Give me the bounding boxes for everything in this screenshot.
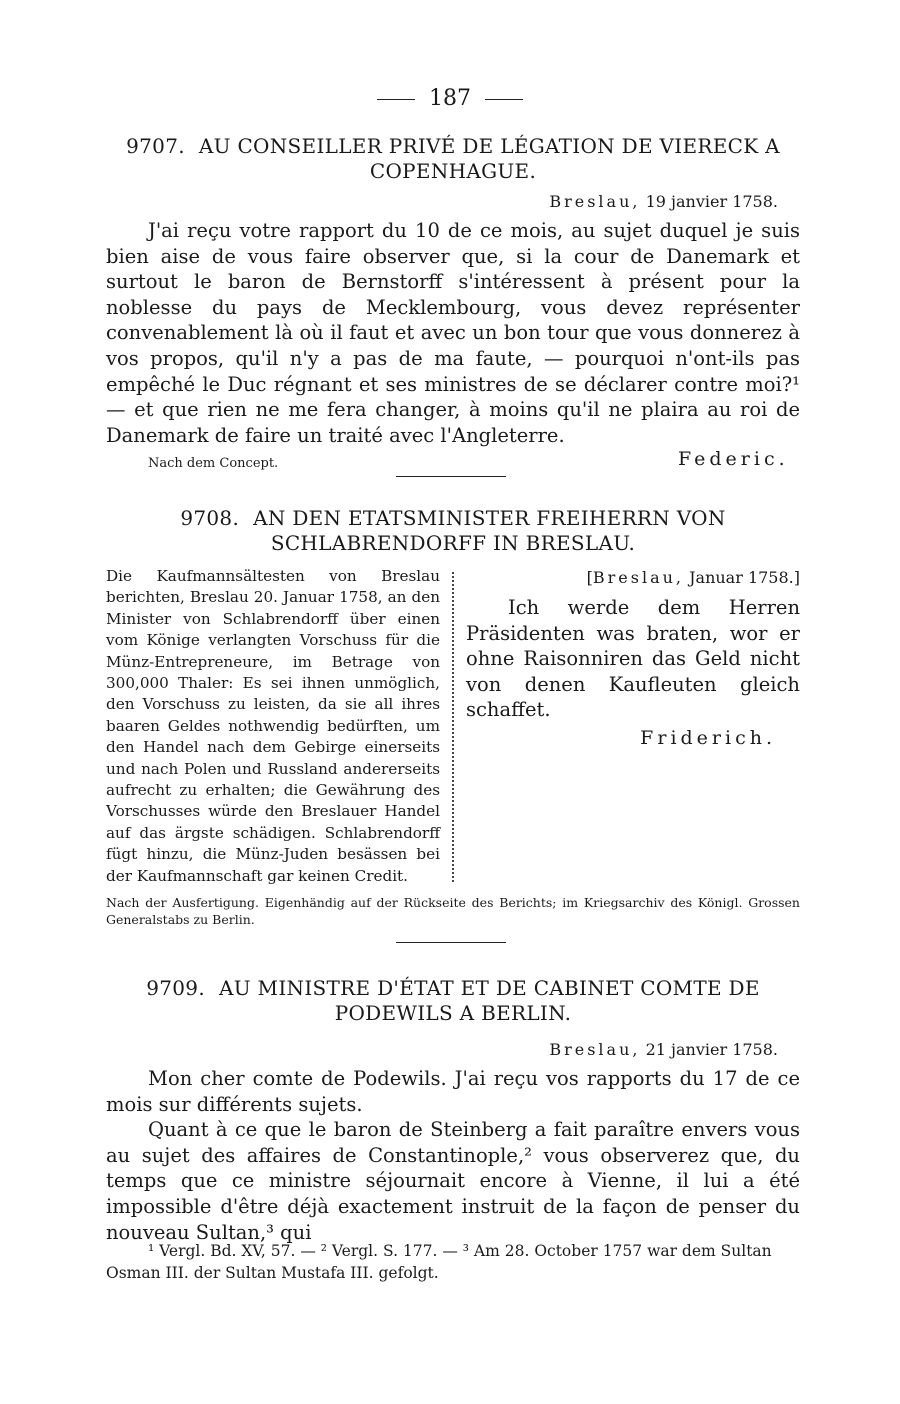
separator-rule <box>396 942 506 943</box>
letter-9709-number: 9709. <box>146 976 205 1000</box>
letter-9709-heading <box>106 976 800 1026</box>
letter-9708-dateline <box>466 568 800 587</box>
letter-9708-reply: Ich werde dem Herren Präsidenten was braten, wor er ohne Raisonniren das Geld nicht von denen Kaufleuten gleich schaffet. <box>466 596 800 722</box>
letter-9707-place: Breslau, <box>549 192 641 211</box>
letter-9708-source-note: Nach der Ausfertigung. Eigenhändig auf der Rückseite des Berichts; im Kriegsarchiv des Königl. Grossen Generalstabs zu Berlin. <box>106 895 800 927</box>
letter-9708-signature: Friderich. <box>640 726 776 749</box>
letter-9709-title: AU MINISTRE D'ÉTAT ET DE CABINET COMTE DE PODEWILS A BERLIN. <box>219 976 760 1025</box>
page-number-dash-right <box>485 99 523 100</box>
footnote-text: ¹ Vergl. Bd. XV, 57. — ² Vergl. S. 177. — ³ Am 28. October 1757 war dem Sultan Osman III. der Sultan Mustafa III. gefolgt. <box>106 1242 772 1282</box>
column-divider <box>452 572 454 882</box>
letter-9707-body <box>106 218 800 448</box>
letter-9709-paragraph-1: Mon cher comte de Podewils. J'ai reçu vos rapports du 17 de ce mois sur différents sujets. <box>106 1067 800 1116</box>
letter-9708-summary: Die Kaufmannsältesten von Breslau berichten, Breslau 20. Januar 1758, an den Minister von Schlabrendorff über einen vom Könige verlangten Vorschuss für die Münz-Entrepreneure, im Betrage von 300,000 Thaler: Es sei ihnen unmöglich, den Vorschuss zu leisten, da sie all ihres baaren Geldes nothwendig bedürften, um den Handel nach dem Gebirge einerseits und nach Polen und Russland andererseits aufrecht zu erhalten; die Gewährung des Vorschusses würde den Breslauer Handel auf das ärgste schädigen. Schlabrendorff fügt hinzu, die Münz-Juden besässen bei der Kaufmannschaft gar keinen Credit. <box>106 567 440 885</box>
letter-9707-dateline <box>549 192 778 211</box>
letter-9709-dateline <box>549 1040 778 1059</box>
letter-9708-heading <box>106 506 800 556</box>
letter-9709-place: Breslau, <box>549 1040 641 1059</box>
letter-9709-date: 21 janvier 1758. <box>645 1040 778 1059</box>
letter-9708-title: AN DEN ETATSMINISTER FREIHERRN VON SCHLABRENDORFF IN BRESLAU. <box>253 506 726 555</box>
separator-rule <box>396 476 506 477</box>
letter-9707-heading <box>106 134 800 184</box>
letter-9708-number: 9708. <box>180 506 240 530</box>
footnotes <box>106 1240 800 1284</box>
letter-9707-paragraph: J'ai reçu votre rapport du 10 de ce mois, au sujet duquel je suis bien aise de vous faire observer que, si la cour de Danemark et surtout le baron de Bernstorff s'intéressent à présent pour la noblesse du pays de Mecklembourg, vous devez représenter convenablement là où il faut et avec un bon tour que vous donnerez à vos propos, qu'il n'y a pas de ma faute, — pourquoi n'ont-ils pas empêché le Duc régnant et ses ministres de se déclarer contre moi?¹ — et que rien ne me fera changer, à moins qu'il ne plaira au roi de Danemark de faire un traité avec l'Angleterre. <box>106 219 800 447</box>
letter-9707-signature: Federic. <box>678 448 789 470</box>
letter-9707-date: 19 janvier 1758. <box>645 192 778 211</box>
page-number-text: 187 <box>429 86 471 111</box>
letter-9708-reply-column <box>466 568 800 749</box>
letter-9707-title: AU CONSEILLER PRIVÉ DE LÉGATION DE VIERECK A COPENHAGUE. <box>198 134 780 183</box>
page-number-dash-left <box>377 99 415 100</box>
letter-9708-place: Breslau, <box>592 568 685 587</box>
letter-9707-number: 9707. <box>126 134 185 158</box>
letter-9708-date: Januar 1758.] <box>689 568 800 587</box>
letter-9708-bracket: [ <box>586 568 593 587</box>
letter-9709-body <box>106 1066 800 1245</box>
letter-9707-source-note: Nach dem Concept. <box>148 456 279 471</box>
letter-9709-paragraph-2: Quant à ce que le baron de Steinberg a fait paraître envers vous au sujet des affaires de Constantinople,² vous observerez que, du temps que ce ministre séjournait encore à Vienne, il lui a été impossible d'être déjà exactement instruit de la façon de penser du nouveau Sultan,³ qui <box>106 1118 800 1244</box>
page-number <box>0 86 900 111</box>
